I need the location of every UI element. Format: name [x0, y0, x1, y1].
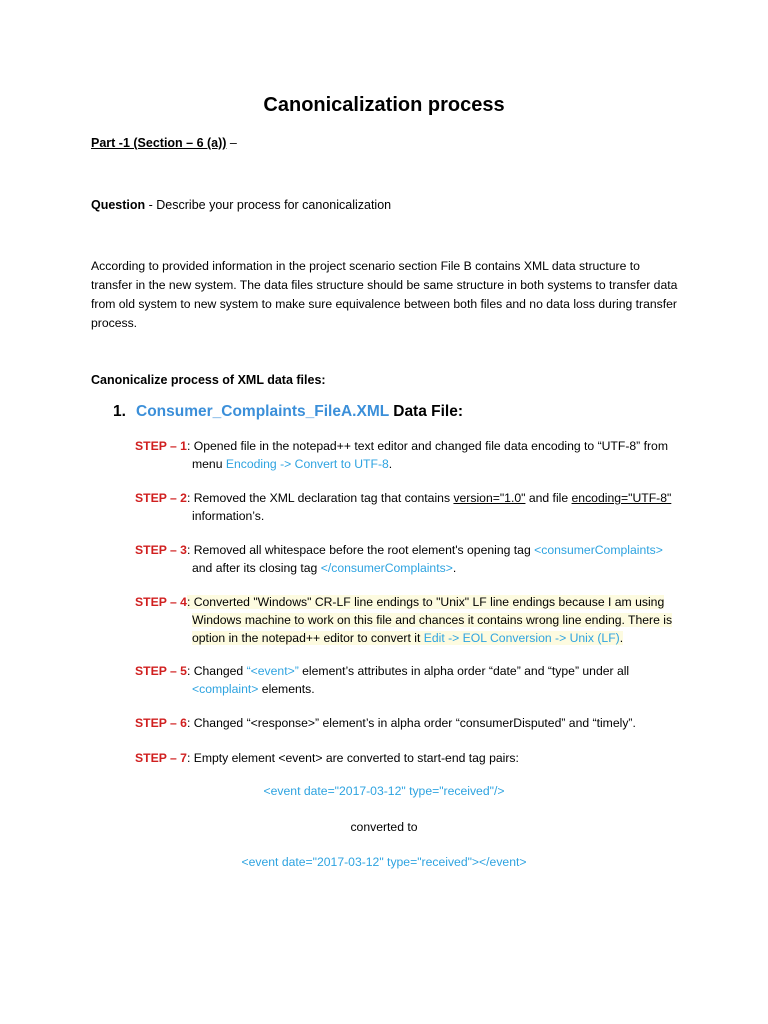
step-label: STEP – 2	[135, 491, 187, 505]
step-text: .	[388, 457, 393, 471]
step-text: : Empty element <event> are converted to start-end tag pairs:	[186, 751, 519, 765]
section-suffix: Data File:	[388, 403, 464, 420]
complaint-tag: <complaint>	[192, 682, 259, 696]
step-1	[135, 437, 700, 473]
step-text: element’s attributes in alpha order “date” and “type” under all	[298, 664, 630, 678]
example-converted-label: converted to	[350, 820, 418, 834]
step-text: .	[452, 561, 457, 575]
step-continuation	[135, 611, 700, 629]
question-text: - Describe your process for canonicalization	[145, 198, 392, 212]
step-label: STEP – 3	[135, 543, 187, 557]
step-4	[135, 593, 700, 647]
part-dash: –	[226, 136, 237, 150]
root-close-tag: </consumerComplaints>	[320, 561, 453, 575]
step-text: .	[619, 631, 624, 645]
part-label: Part -1 (Section – 6 (a))	[91, 136, 227, 150]
step-label: STEP – 1	[135, 439, 187, 453]
section-number: 1.	[113, 403, 126, 420]
example-before: <event date="2017-03-12" type="received"/>	[263, 784, 505, 798]
menu-path-link: Encoding -> Convert to UTF-8	[225, 457, 389, 471]
step-text: : Converted "Windows" CR-LF line endings to "Unix" LF line endings because I am using	[186, 595, 665, 609]
step-text: elements.	[258, 682, 315, 696]
step-text: and after its closing tag	[192, 561, 321, 575]
section-filename: Consumer_Complaints_FileA.XML	[136, 403, 389, 420]
encoding-attr: encoding="UTF-8"	[571, 491, 672, 505]
step-text: Windows machine to work on this file and chances it contains wrong line ending. There is	[192, 613, 673, 627]
canonicalize-heading: Canonicalize process of XML data files:	[91, 373, 326, 387]
step-continuation: information’s.	[192, 509, 265, 523]
step-text: : Removed all whitespace before the root element's opening tag	[186, 543, 535, 557]
step-text: : Removed the XML declaration tag that contains	[186, 491, 454, 505]
step-text: : Changed	[186, 664, 247, 678]
menu-path-link: Edit -> EOL Conversion -> Unix (LF)	[423, 631, 620, 645]
step-3	[135, 541, 700, 577]
step-continuation	[135, 559, 700, 577]
step-6	[135, 714, 700, 732]
question-label: Question	[91, 198, 146, 212]
question-line	[91, 198, 391, 212]
section-heading	[113, 403, 463, 421]
version-attr: version="1.0"	[453, 491, 526, 505]
step-label: STEP – 4	[135, 595, 187, 609]
step-text: : Opened file in the notepad++ text editor and changed file data encoding to “UTF-8” from	[186, 439, 668, 453]
step-text: : Changed “<response>” element’s in alpha order “consumerDisputed” and “timely”.	[186, 716, 636, 730]
step-2	[135, 489, 700, 525]
step-label: STEP – 5	[135, 664, 187, 678]
step-continuation	[135, 455, 700, 473]
step-text: menu	[192, 457, 226, 471]
root-open-tag: <consumerComplaints>	[534, 543, 663, 557]
step-continuation	[135, 629, 700, 647]
intro-paragraph: According to provided information in the project scenario section File B contains XML data structure to transfer in the new system. The data files structure should be same structure in both systems to transfer data from old system to new system to make sure equivalence between both files and no data loss during transfer process.	[91, 259, 678, 330]
event-tag: “<event>”	[246, 664, 299, 678]
step-7	[135, 749, 700, 767]
step-label: STEP – 6	[135, 716, 187, 730]
example-after: <event date="2017-03-12" type="received"></event>	[241, 855, 527, 869]
step-label: STEP – 7	[135, 751, 187, 765]
part-heading	[91, 136, 237, 150]
page-title: Canonicalization process	[263, 94, 505, 116]
step-text: and file	[525, 491, 572, 505]
step-continuation	[135, 680, 700, 698]
step-text: option in the notepad++ editor to convert it	[192, 631, 424, 645]
step-5	[135, 662, 700, 698]
